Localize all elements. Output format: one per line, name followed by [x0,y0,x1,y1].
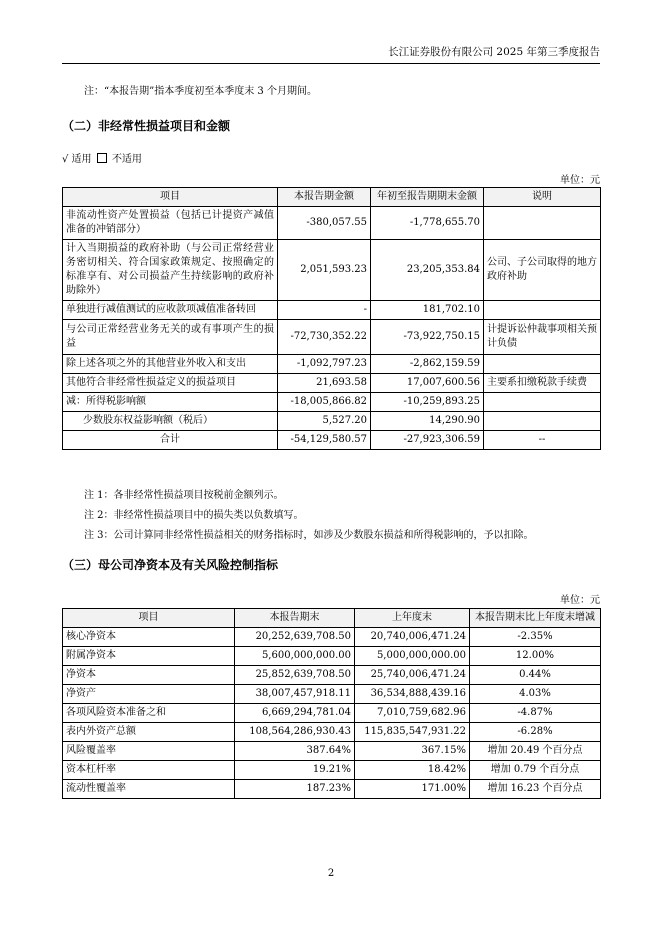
item-cell: 各项风险资本准备之和 [63,704,235,723]
table-row [63,207,601,240]
table-row [63,374,601,393]
table-row [63,780,601,799]
ytd-cell: -27,923,306.59 [371,431,484,450]
item-cell: 资本杠杆率 [63,761,235,780]
item-cell: 净资本 [63,666,235,685]
table-row [63,666,601,685]
note-cell: -- [484,431,601,450]
prior-cell: 115,835,547,931.22 [355,723,470,742]
report-period-note: 注：“本报告期”指本季度初至本季度末 3 个月期间。 [84,86,317,97]
table-row [63,240,601,301]
page-header: 长江证券股份有限公司 2025 年第三季度报告 [62,44,600,64]
prior-cell: 7,010,759,682.96 [355,704,470,723]
table-row [63,412,601,431]
table-header-row [63,188,601,207]
current-cell: - [278,301,371,320]
ytd-cell: -1,778,655.70 [371,207,484,240]
nonrecurring-table [62,187,601,450]
note-cell [484,412,601,431]
footnote: 注 2：非经常性损益项目中的损失类以负数填写。 [84,510,304,521]
column-header: 说明 [484,188,601,207]
item-cell: 流动性覆盖率 [63,780,235,799]
prior-cell: 36,534,888,439.16 [355,685,470,704]
ytd-cell: -73,922,750.15 [371,320,484,355]
current-cell: 187.23% [235,780,355,799]
change-cell: 0.44% [470,666,601,685]
ytd-cell: 14,290.90 [371,412,484,431]
note-cell: 计提诉讼仲裁事项相关预计负债 [484,320,601,355]
column-header: 本报告期末 [235,609,355,628]
note-cell [484,207,601,240]
table-row [63,301,601,320]
note-cell: 主要系扣缴税款手续费 [484,374,601,393]
table-row [63,628,601,647]
not-applicable-label: 不适用 [111,154,142,165]
ytd-cell: 17,007,600.56 [371,374,484,393]
item-cell: 核心净资本 [63,628,235,647]
item-cell: 其他符合非经常性损益定义的损益项目 [63,374,278,393]
current-cell: -1,092,797.23 [278,355,371,374]
current-cell: 38,007,457,918.11 [235,685,355,704]
current-cell: 5,600,000,000.00 [235,647,355,666]
current-cell: -380,057.55 [278,207,371,240]
current-cell: 21,693.58 [278,374,371,393]
applicability-line [62,150,142,165]
current-cell: 20,252,639,708.50 [235,628,355,647]
change-cell: 增加 0.79 个百分点 [470,761,601,780]
prior-cell: 25,740,006,471.24 [355,666,470,685]
change-cell: -4.87% [470,704,601,723]
current-cell: 5,527.20 [278,412,371,431]
ytd-cell: -10,259,893.25 [371,393,484,412]
page-number: 2 [327,868,335,879]
change-cell: -6.28% [470,723,601,742]
table-row [63,647,601,666]
section-heading-net-capital: （三）母公司净资本及有关风险控制指标 [62,558,279,572]
item-cell: 除上述各项之外的其他营业外收入和支出 [63,355,278,374]
item-cell: 合计 [63,431,278,450]
ytd-cell: 181,702.10 [371,301,484,320]
table-row [63,761,601,780]
prior-cell: 171.00% [355,780,470,799]
current-cell: -18,005,866.82 [278,393,371,412]
net-capital-table [62,608,601,799]
change-cell: 增加 16.23 个百分点 [470,780,601,799]
current-cell: 6,669,294,781.04 [235,704,355,723]
note-cell: 公司、子公司取得的地方政府补助 [484,240,601,301]
unit-label: 单位：元 [560,595,600,606]
item-cell: 单独进行减值测试的应收款项减值准备转回 [63,301,278,320]
applicable-checked: √ 适用 [62,154,92,165]
current-cell: 387.64% [235,742,355,761]
table-row [63,723,601,742]
prior-cell: 5,000,000,000.00 [355,647,470,666]
item-cell: 计入当期损益的政府补助（与公司正常经营业务密切相关、符合国家政策规定、按照确定的标准享有、对公司损益产生持续影响的政府补助除外） [63,240,278,301]
current-cell: -72,730,352.22 [278,320,371,355]
change-cell: 12.00% [470,647,601,666]
section-heading-nonrecurring: （二）非经常性损益项目和金额 [62,119,231,133]
table-row [63,320,601,355]
item-cell: 少数股东权益影响额（税后） [63,412,278,431]
footnote: 注 1：各非经常性损益项目按税前金额列示。 [84,490,284,501]
column-header: 本报告期末比上年度末增减 [470,609,601,628]
table-row [63,742,601,761]
change-cell: 4.03% [470,685,601,704]
column-header: 项目 [63,609,235,628]
column-header: 项目 [63,188,278,207]
item-cell: 与公司正常经营业务无关的或有事项产生的损益 [63,320,278,355]
item-cell: 减：所得税影响额 [63,393,278,412]
item-cell: 非流动性资产处置损益（包括已计提资产减值准备的冲销部分） [63,207,278,240]
unit-label: 单位：元 [560,175,600,186]
table-row [63,393,601,412]
prior-cell: 18.42% [355,761,470,780]
change-cell: -2.35% [470,628,601,647]
table-header-row [63,609,601,628]
column-header: 上年度末 [355,609,470,628]
prior-cell: 367.15% [355,742,470,761]
table-row [63,431,601,450]
current-cell: -54,129,580.57 [278,431,371,450]
column-header: 年初至报告期期末金额 [371,188,484,207]
item-cell: 净资产 [63,685,235,704]
ytd-cell: 23,205,353.84 [371,240,484,301]
current-cell: 108,564,286,930.43 [235,723,355,742]
item-cell: 附属净资本 [63,647,235,666]
checkbox-icon [97,153,107,163]
table-row [63,355,601,374]
item-cell: 风险覆盖率 [63,742,235,761]
note-cell [484,301,601,320]
column-header: 本报告期金额 [278,188,371,207]
current-cell: 2,051,593.23 [278,240,371,301]
current-cell: 19.21% [235,761,355,780]
change-cell: 增加 20.49 个百分点 [470,742,601,761]
note-cell [484,393,601,412]
item-cell: 表内外资产总额 [63,723,235,742]
ytd-cell: -2,862,159.59 [371,355,484,374]
table-row [63,685,601,704]
prior-cell: 20,740,006,471.24 [355,628,470,647]
footnote: 注 3：公司计算同非经常性损益相关的财务指标时，如涉及少数股东损益和所得税影响的，予以扣除。 [84,530,534,541]
table-row [63,704,601,723]
note-cell [484,355,601,374]
current-cell: 25,852,639,708.50 [235,666,355,685]
